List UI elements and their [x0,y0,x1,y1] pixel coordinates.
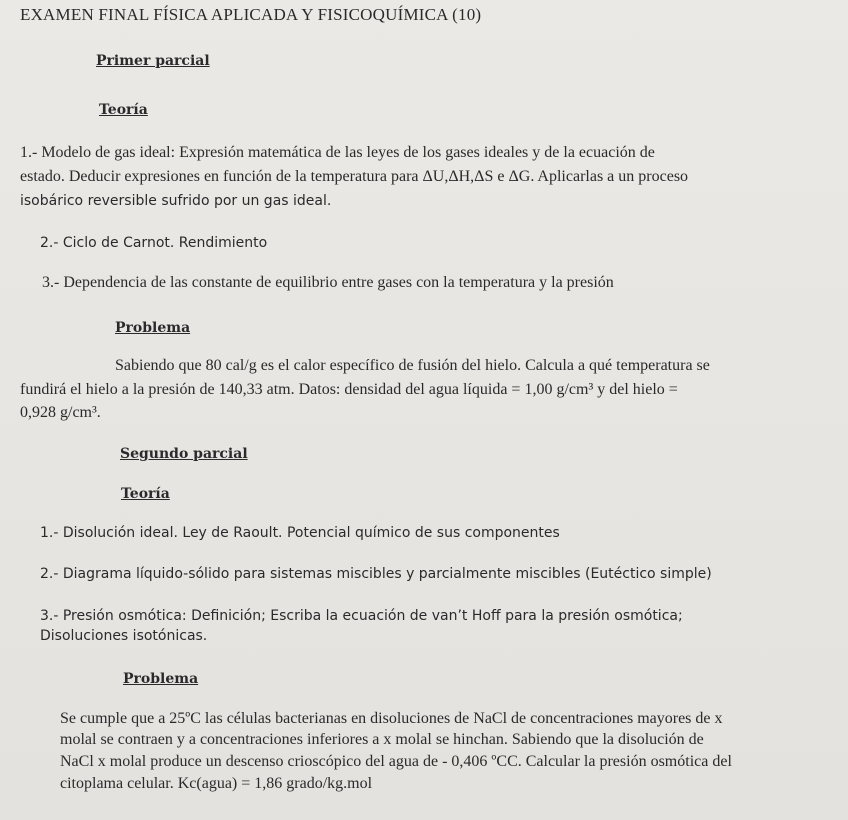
primer-q3: 3.- Dependencia de las constante de equilibrio entre gases con la temperatura y la presión [42,274,614,291]
primer-q2: 2.- Ciclo de Carnot. Rendimiento [40,235,268,251]
primer-parcial-heading: Primer parcial [96,53,210,69]
segundo-problema-line1: Se cumple que a 25ºC las células bacterianas en disoluciones de NaCl de concentraciones mayores de x [60,710,723,727]
segundo-q3-line1: 3.- Presión osmótica: Definición; Escriba la ecuación de van’t Hoff para la presión osmótica; [40,608,683,624]
segundo-q2: 2.- Diagrama líquido-sólido para sistemas miscibles y parcialmente miscibles (Eutéctico simple) [40,566,712,582]
segundo-problema-line4: citoplama celular. Kc(agua) = 1,86 grado/kg.mol [60,775,373,792]
primer-q1-line1: 1.- Modelo de gas ideal: Expresión matemática de las leyes de los gases ideales y de la ecuación de [20,144,655,161]
primer-problema-line2: fundirá el hielo a la presión de 140,33 atm. Datos: densidad del agua líquida = 1,00 g/cm³ y del hielo = [20,381,678,398]
segundo-problema-line3: NaCl x molal produce un descenso crioscópico del agua de - 0,406 ºCC. Calcular la presión osmótica del [60,753,732,770]
segundo-problema-line2: molal se contraen y a concentraciones inferiores a x molal se hinchan. Sabiendo que la disolución de [60,731,704,748]
exam-title: EXAMEN FINAL FÍSICA APLICADA Y FISICOQUÍMICA (10) [20,5,482,24]
segundo-q1: 1.- Disolución ideal. Ley de Raoult. Potencial químico de sus componentes [40,525,560,541]
primer-problema-heading: Problema [115,320,191,336]
segundo-problema-heading: Problema [123,671,199,687]
segundo-parcial-heading: Segundo parcial [120,446,248,462]
segundo-q3-line2: Disoluciones isotónicas. [40,628,208,644]
primer-problema-line3: 0,928 g/cm³. [20,404,101,421]
segundo-teoria-heading: Teoría [121,486,170,502]
primer-q1-line2: estado. Deducir expresiones en función de la temperatura para ΔU,ΔH,ΔS e ΔG. Aplicarlas a un proceso [20,168,689,185]
primer-problema-line1: Sabiendo que 80 cal/g es el calor específico de fusión del hielo. Calcula a qué temperatura se [115,357,710,374]
primer-teoria-heading: Teoría [99,102,148,118]
primer-q1-line3: isobárico reversible sufrido por un gas ideal. [20,193,332,209]
